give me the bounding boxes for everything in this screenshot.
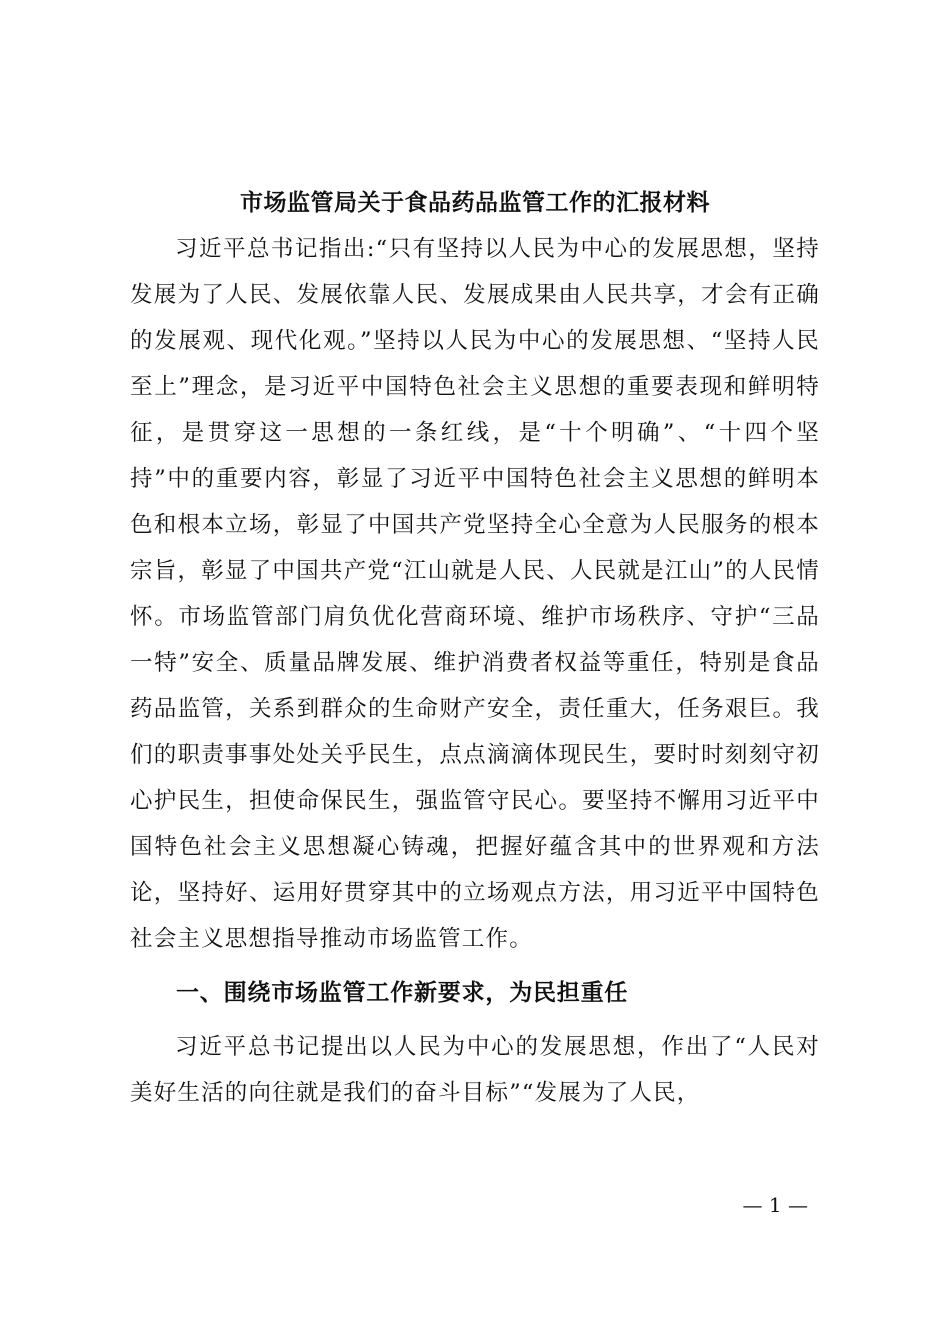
intro-paragraph: 习近平总书记指出:“只有坚持以人民为中心的发展思想，坚持发展为了人民、发展依靠人民、发展成果由人民共享，才会有正确的发展观、现代化观。”坚持以人民为中心的发展思想、“坚持人民至上”理念，是习近平中国特色社会主义思想的重要表现和鲜明特征，是贯穿这一思想的一条红线，是“十个明确”、“十四个坚持”中的重要内容，彰显了习近平中国特色社会主义思想的鲜明本色和根本立场，彰显了中国共产党坚持全心全意为人民服务的根本宗旨，彰显了中国共产党“江山就是人民、人民就是江山”的人民情怀。市场监管部门肩负优化营商环境、维护市场秩序、守护“三品一特”安全、质量品牌发展、维护消费者权益等重任，特别是食品药品监管，关系到群众的生命财产安全，责任重大，任务艰巨。我们的职责事事处处关乎民生，点点滴滴体现民生，要时时刻刻守初心护民生，担使命保民生，强监管守民心。要坚持不懈用习近平中国特色社会主义思想凝心铸魂，把握好蕴含其中的世界观和方法论，坚持好、运用好贯穿其中的立场观点方法，用习近平中国特色社会主义思想指导推动市场监管工作。 xyxy=(130,236,820,952)
document-title: 市场监管局关于食品药品监管工作的汇报材料 xyxy=(240,189,710,216)
section-heading-1: 一、围绕市场监管工作新要求，为民担重任 xyxy=(176,980,629,1006)
section-1-paragraph: 习近平总书记提出以人民为中心的发展思想，作出了“人民对美好生活的向往就是我们的奋斗目标”“发展为了人民， xyxy=(130,1034,820,1106)
page-number: — 1 — xyxy=(742,1193,808,1217)
document-body xyxy=(130,180,820,1116)
